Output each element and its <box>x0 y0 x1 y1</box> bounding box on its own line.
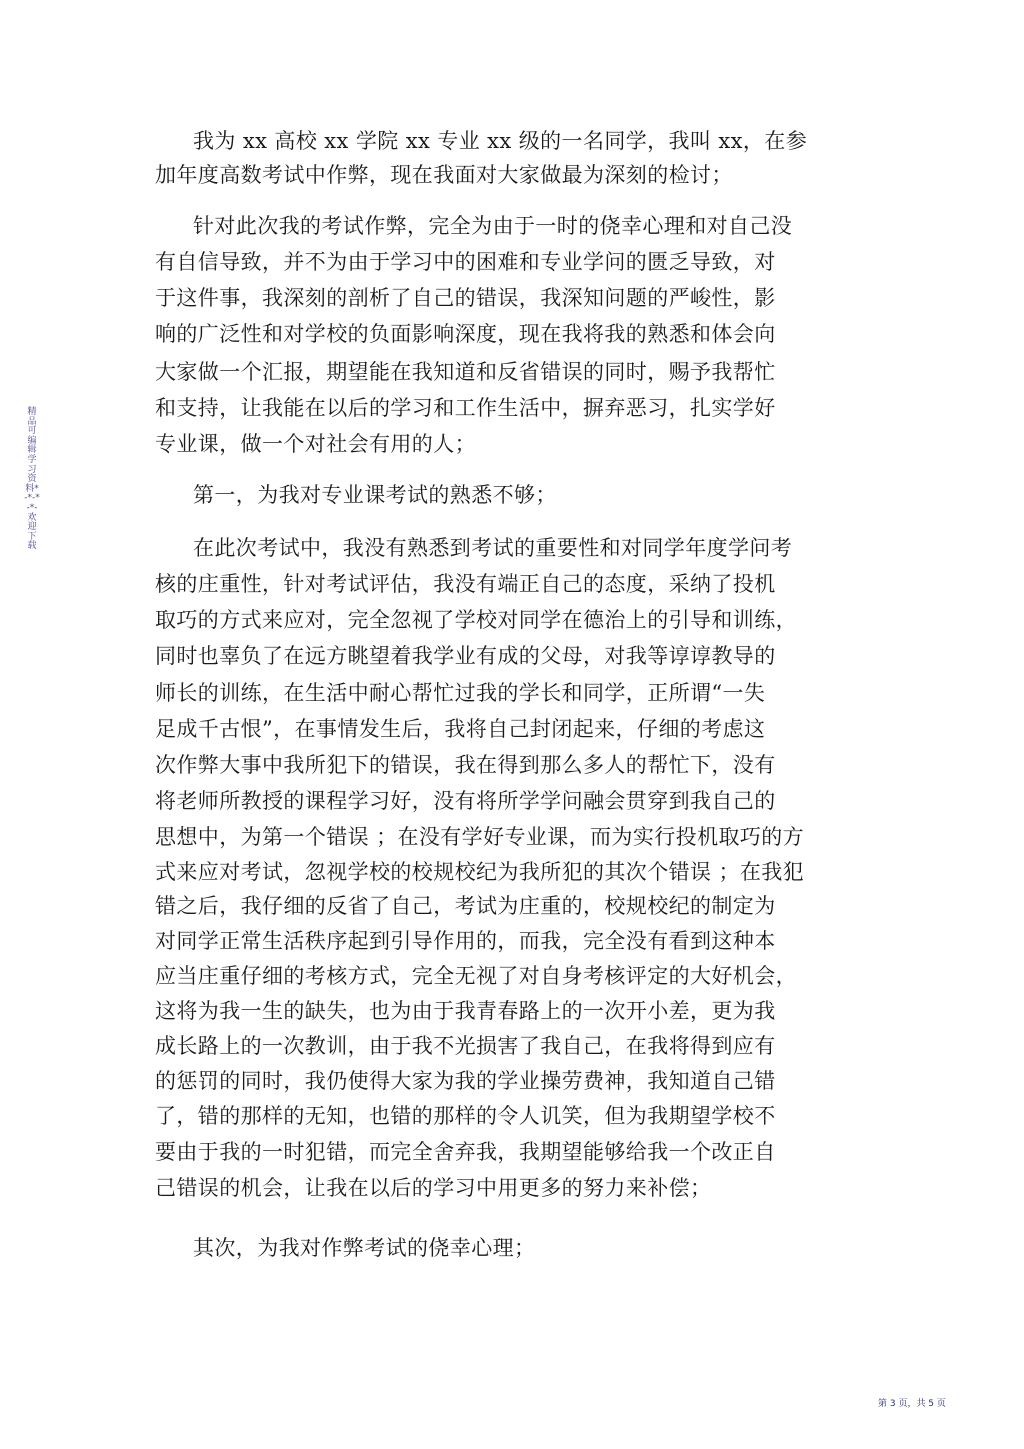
text-line: 的惩罚的同时，我仍使得大家为我的学业操劳费神，我知道自己错 <box>155 1069 776 1093</box>
text-line: 专业课，做一个对社会有用的人； <box>155 432 476 456</box>
text-line: 针对此次我的考试作弊，完全为由于一时的侥幸心理和对自己没 <box>193 214 793 238</box>
text-line: 这将为我一生的缺失，也为由于我青春路上的一次开小差，更为我 <box>155 999 776 1023</box>
text-line: 大家做一个汇报，期望能在我知道和反省错误的同时，赐予我帮忙 <box>155 360 776 384</box>
text-line: 应当庄重仔细的考核方式，完全无视了对自身考核评定的大好机会， <box>155 964 797 988</box>
text-line: 其次，为我对作弊考试的侥幸心理； <box>193 1236 536 1260</box>
text-line: 对同学正常生活秩序起到引导作用的，而我，完全没有看到这种本 <box>155 929 776 953</box>
text-line: 要由于我的一时犯错，而完全舍弃我，我期望能够给我一个改正自 <box>155 1140 776 1164</box>
text-line: 将老师所教授的课程学习好，没有将所学学问融会贯穿到我自己的 <box>155 789 776 813</box>
text-line: 次作弊大事中我所犯下的错误，我在得到那么多人的帮忙下，没有 <box>155 753 776 777</box>
text-line: 己错误的机会，让我在以后的学习中用更多的努力来补偿； <box>155 1176 712 1200</box>
text-line: 思想中，为第一个错误 ；在没有学好专业课，而为实行投机取巧的方 <box>155 825 805 849</box>
text-line: 我为 xx 高校 xx 学院 xx 专业 xx 级的一名同学，我叫 xx，在参 <box>193 129 808 153</box>
text-line: 了，错的那样的无知，也错的那样的令人讥笑，但为我期望学校不 <box>155 1104 776 1128</box>
page-number: 第 3 页，共 5 页 <box>878 1399 946 1409</box>
side-watermark: 精品可编辑学习资料*-*-*-*-欢迎下载 <box>24 407 40 552</box>
text-line: 第一，为我对专业课考试的熟悉不够； <box>193 483 557 507</box>
text-line: 响的广泛性和对学校的负面影响深度，现在我将我的熟悉和体会向 <box>155 322 776 346</box>
text-line: 成长路上的一次教训，由于我不光损害了我自己，在我将得到应有 <box>155 1034 776 1058</box>
text-line: 核的庄重性，针对考试评估，我没有端正自己的态度，采纳了投机 <box>155 572 776 596</box>
text-line: 取巧的方式来应对，完全忽视了学校对同学在德治上的引导和训练， <box>155 608 797 632</box>
text-line: 错之后，我仔细的反省了自己，考试为庄重的，校规校纪的制定为 <box>155 894 776 918</box>
text-line: 和支持，让我能在以后的学习和工作生活中，摒弃恶习，扎实学好 <box>155 396 776 420</box>
text-line: 有自信导致，并不为由于学习中的困难和专业学问的匮乏导致，对 <box>155 250 776 274</box>
text-line: 于这件事，我深刻的剖析了自己的错误，我深知问题的严峻性，影 <box>155 286 776 310</box>
text-line: 师长的训练，在生活中耐心帮忙过我的学长和同学，正所谓“一失 <box>155 681 766 705</box>
text-line: 同时也辜负了在远方眺望着我学业有成的父母，对我等谆谆教导的 <box>155 644 776 668</box>
text-line: 足成千古恨”，在事情发生后，我将自己封闭起来，仔细的考虑这 <box>155 717 766 741</box>
text-line: 式来应对考试，忽视学校的校规校纪为我所犯的其次个错误 ；在我犯 <box>155 860 805 884</box>
text-line: 加年度高数考试中作弊，现在我面对大家做最为深刻的检讨； <box>155 163 733 187</box>
text-line: 在此次考试中，我没有熟悉到考试的重要性和对同学年度学问考 <box>193 536 793 560</box>
